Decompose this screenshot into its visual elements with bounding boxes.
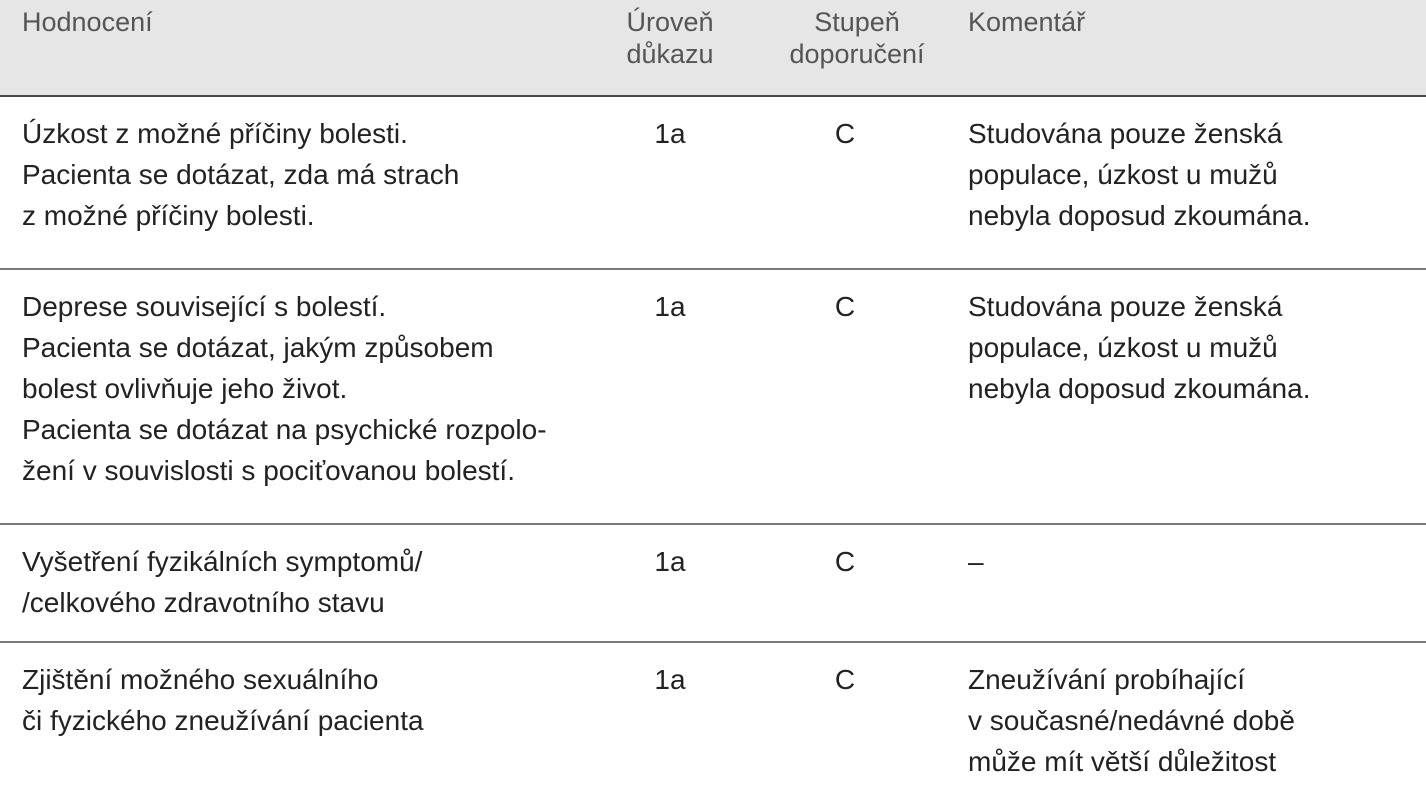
cell-assessment: Deprese související s bolestí. Pacienta se dotázat, jakým způsobem bolest ovlivňuje jeho život. Pacienta se dotázat na psychické rozpolo- žení v souvislosti s pociťovanou bolestí. xyxy=(22,291,547,486)
cell-grade: C xyxy=(834,118,856,149)
header-comment: Komentář xyxy=(968,7,1086,37)
cell-grade: C xyxy=(834,546,856,577)
cell-comment: Studována pouze ženská populace, úzkost u mužů nebyla doposud zkoumána. xyxy=(968,291,1311,404)
cell-level: 1a xyxy=(654,118,686,149)
cell-level: 1a xyxy=(654,546,686,577)
table-row xyxy=(0,97,1426,270)
cell-assessment: Vyšetření fyzikálních symptomů/ /celkového zdravotního stavu xyxy=(22,546,423,618)
cell-grade: C xyxy=(834,664,856,695)
table-row xyxy=(0,643,1426,800)
table-header xyxy=(0,0,1426,97)
cell-level: 1a xyxy=(654,664,686,695)
cell-assessment: Zjištění možného sexuálního či fyzického zneužívání pacienta xyxy=(22,664,424,736)
header-evidence-level: Úroveň důkazu xyxy=(626,7,714,69)
cell-comment: – xyxy=(968,546,984,577)
header-recommendation-grade: Stupeň doporučení xyxy=(789,7,925,69)
cell-comment: Studována pouze ženská populace, úzkost u mužů nebyla doposud zkoumána. xyxy=(968,118,1311,231)
header-assessment: Hodnocení xyxy=(22,7,153,37)
cell-assessment: Úzkost z možné příčiny bolesti. Pacienta se dotázat, zda má strach z možné příčiny bolesti. xyxy=(22,118,460,231)
cell-grade: C xyxy=(834,291,856,322)
table-row xyxy=(0,270,1426,525)
table-row xyxy=(0,525,1426,643)
cell-comment: Zneužívání probíhající v současné/nedávné době může mít větší důležitost xyxy=(968,664,1295,777)
cell-level: 1a xyxy=(654,291,686,322)
